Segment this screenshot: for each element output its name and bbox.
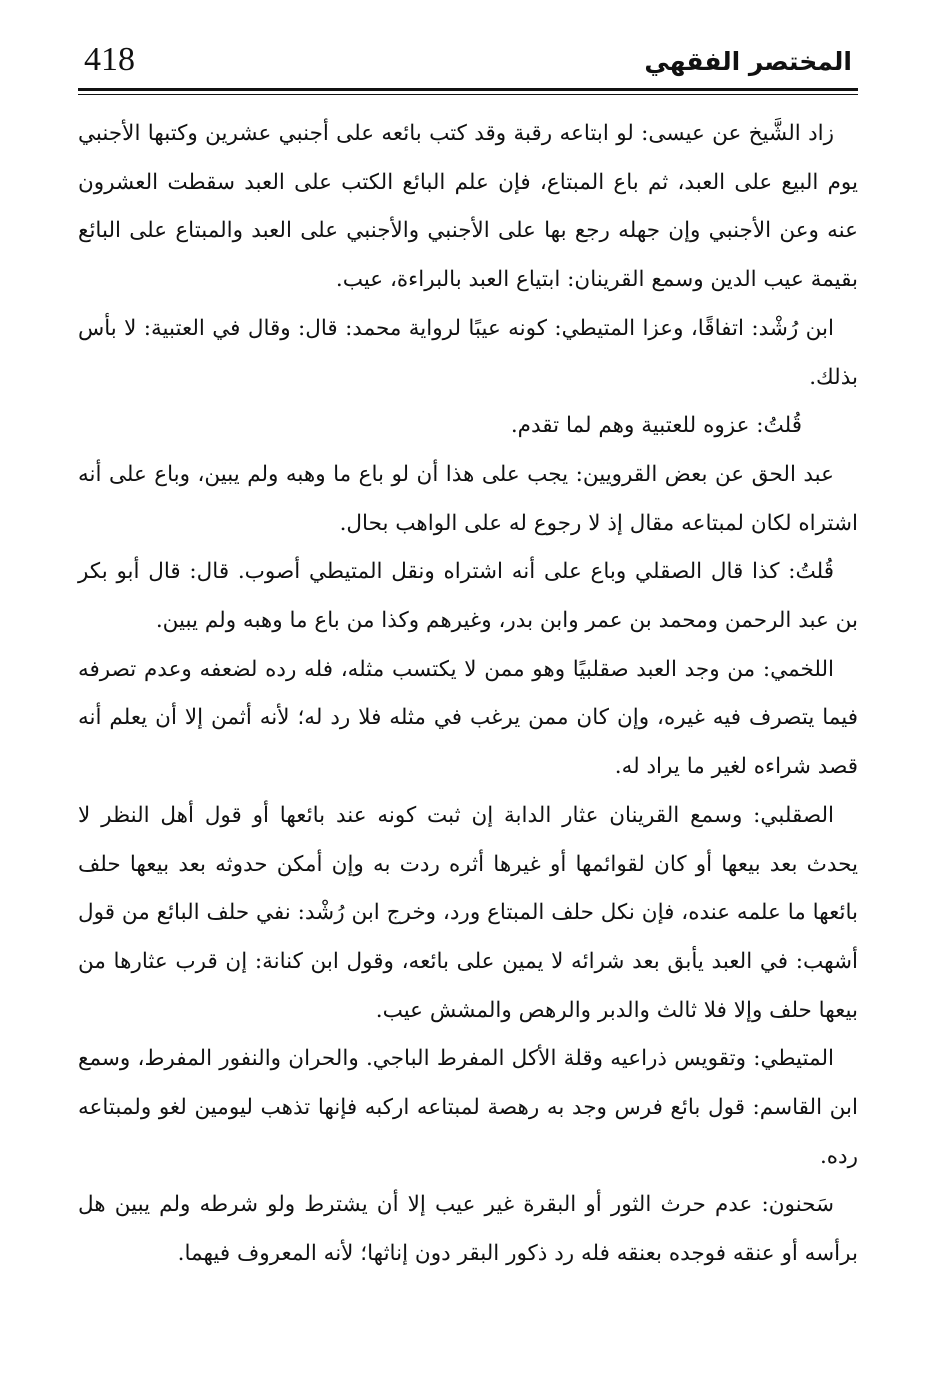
paragraph: ابن رُشْد: اتفاقًا، وعزا المتيطي: كونه عيبًا لرواية محمد: قال: وقال في العتبية: لا بأس بذلك. xyxy=(78,315,858,390)
running-title: المختصر الفقهي xyxy=(644,47,852,76)
paragraph: قُلتُ: عزوه للعتبية وهم لما تقدم. xyxy=(510,413,802,439)
paragraph: عبد الحق عن بعض القرويين: يجب على هذا أن لو باع ما وهبه ولم يبين، وباع على أنه اشتراه لكان لمبتاعه مقال إذ لا رجوع له على الواهب بحال. xyxy=(78,461,858,536)
paragraph: المتيطي: وتقويس ذراعيه وقلة الأكل المفرط الباجي. والحران والنفور المفرط، وسمع ابن القاسم: قول بائع فرس وجد به رهصة لمبتاعه اركبه فإنها تذهب ليومين لغو ولمبتاعه رده. xyxy=(78,1046,858,1169)
paragraph: اللخمي: من وجد العبد صقلبيًا وهو ممن لا يكتسب مثله، فله رده لضعفه وعدم تصرفه فيما يتصرف فيه غيره، وإن كان ممن يرغب في مثله فلا رد له؛ لأنه أثمن إلا أن يعلم أنه قصد شراءه لغير ما يراد له. xyxy=(78,656,858,780)
header-rule-thick xyxy=(78,88,858,91)
page-header xyxy=(78,38,858,92)
page-number: 418 xyxy=(84,41,135,78)
header-rule-thin xyxy=(78,94,858,95)
body-text xyxy=(78,110,858,1279)
book-page xyxy=(78,38,858,1358)
paragraph: زاد الشَّيخ عن عيسى: لو ابتاعه رقبة وقد كتب بائعه على أجنبي عشرين وكتبها الأجنبي يوم البيع على العبد، ثم باع المبتاع، فإن علم البائع الكتب على العبد سقطت العشرون عنه وعن الأجنبي وإن جهله رجع بها على الأجنبي والأجنبي على العبد والمبتاع على البائع بقيمة عيب الدين وسمع القرينان: ابتياع العبد بالبراءة، عيب. xyxy=(78,121,858,293)
paragraph: قُلتُ: كذا قال الصقلي وباع على أنه اشتراه ونقل المتيطي أصوب. قال: قال أبو بكر بن عبد الرحمن ومحمد بن عمر وابن بدر، وغيرهم وكذا من باع ما وهبه ولم يبين. xyxy=(78,559,858,634)
paragraph: الصقلبي: وسمع القرينان عثار الدابة إن ثبت كونه عند بائعها أو قول أهل النظر لا يحدث بعد بيعها أو كان لقوائمها أو غيرها أثره ردت به وإن أمكن حدوثه بعد بيعها حلف بائعها ما علمه عنده، فإن نكل حلف المبتاع ورد، وخرج ابن رُشْد: نفي حلف البائع من قول أشهب: في العبد يأبق بعد شرائه لا يمين على بائعه، وقول ابن كنانة: إن قرب عثارها من بيعها حلف وإلا فلا ثالث والدبر والرهص والمشش عيب. xyxy=(78,802,858,1023)
paragraph: سَحنون: عدم حرث الثور أو البقرة غير عيب إلا أن يشترط ولو شرطه ولم يبين هل برأسه أو عنقه فوجده بعنقه فله رد ذكور البقر دون إناثها؛ لأنه المعروف فيهما. xyxy=(78,1192,858,1267)
